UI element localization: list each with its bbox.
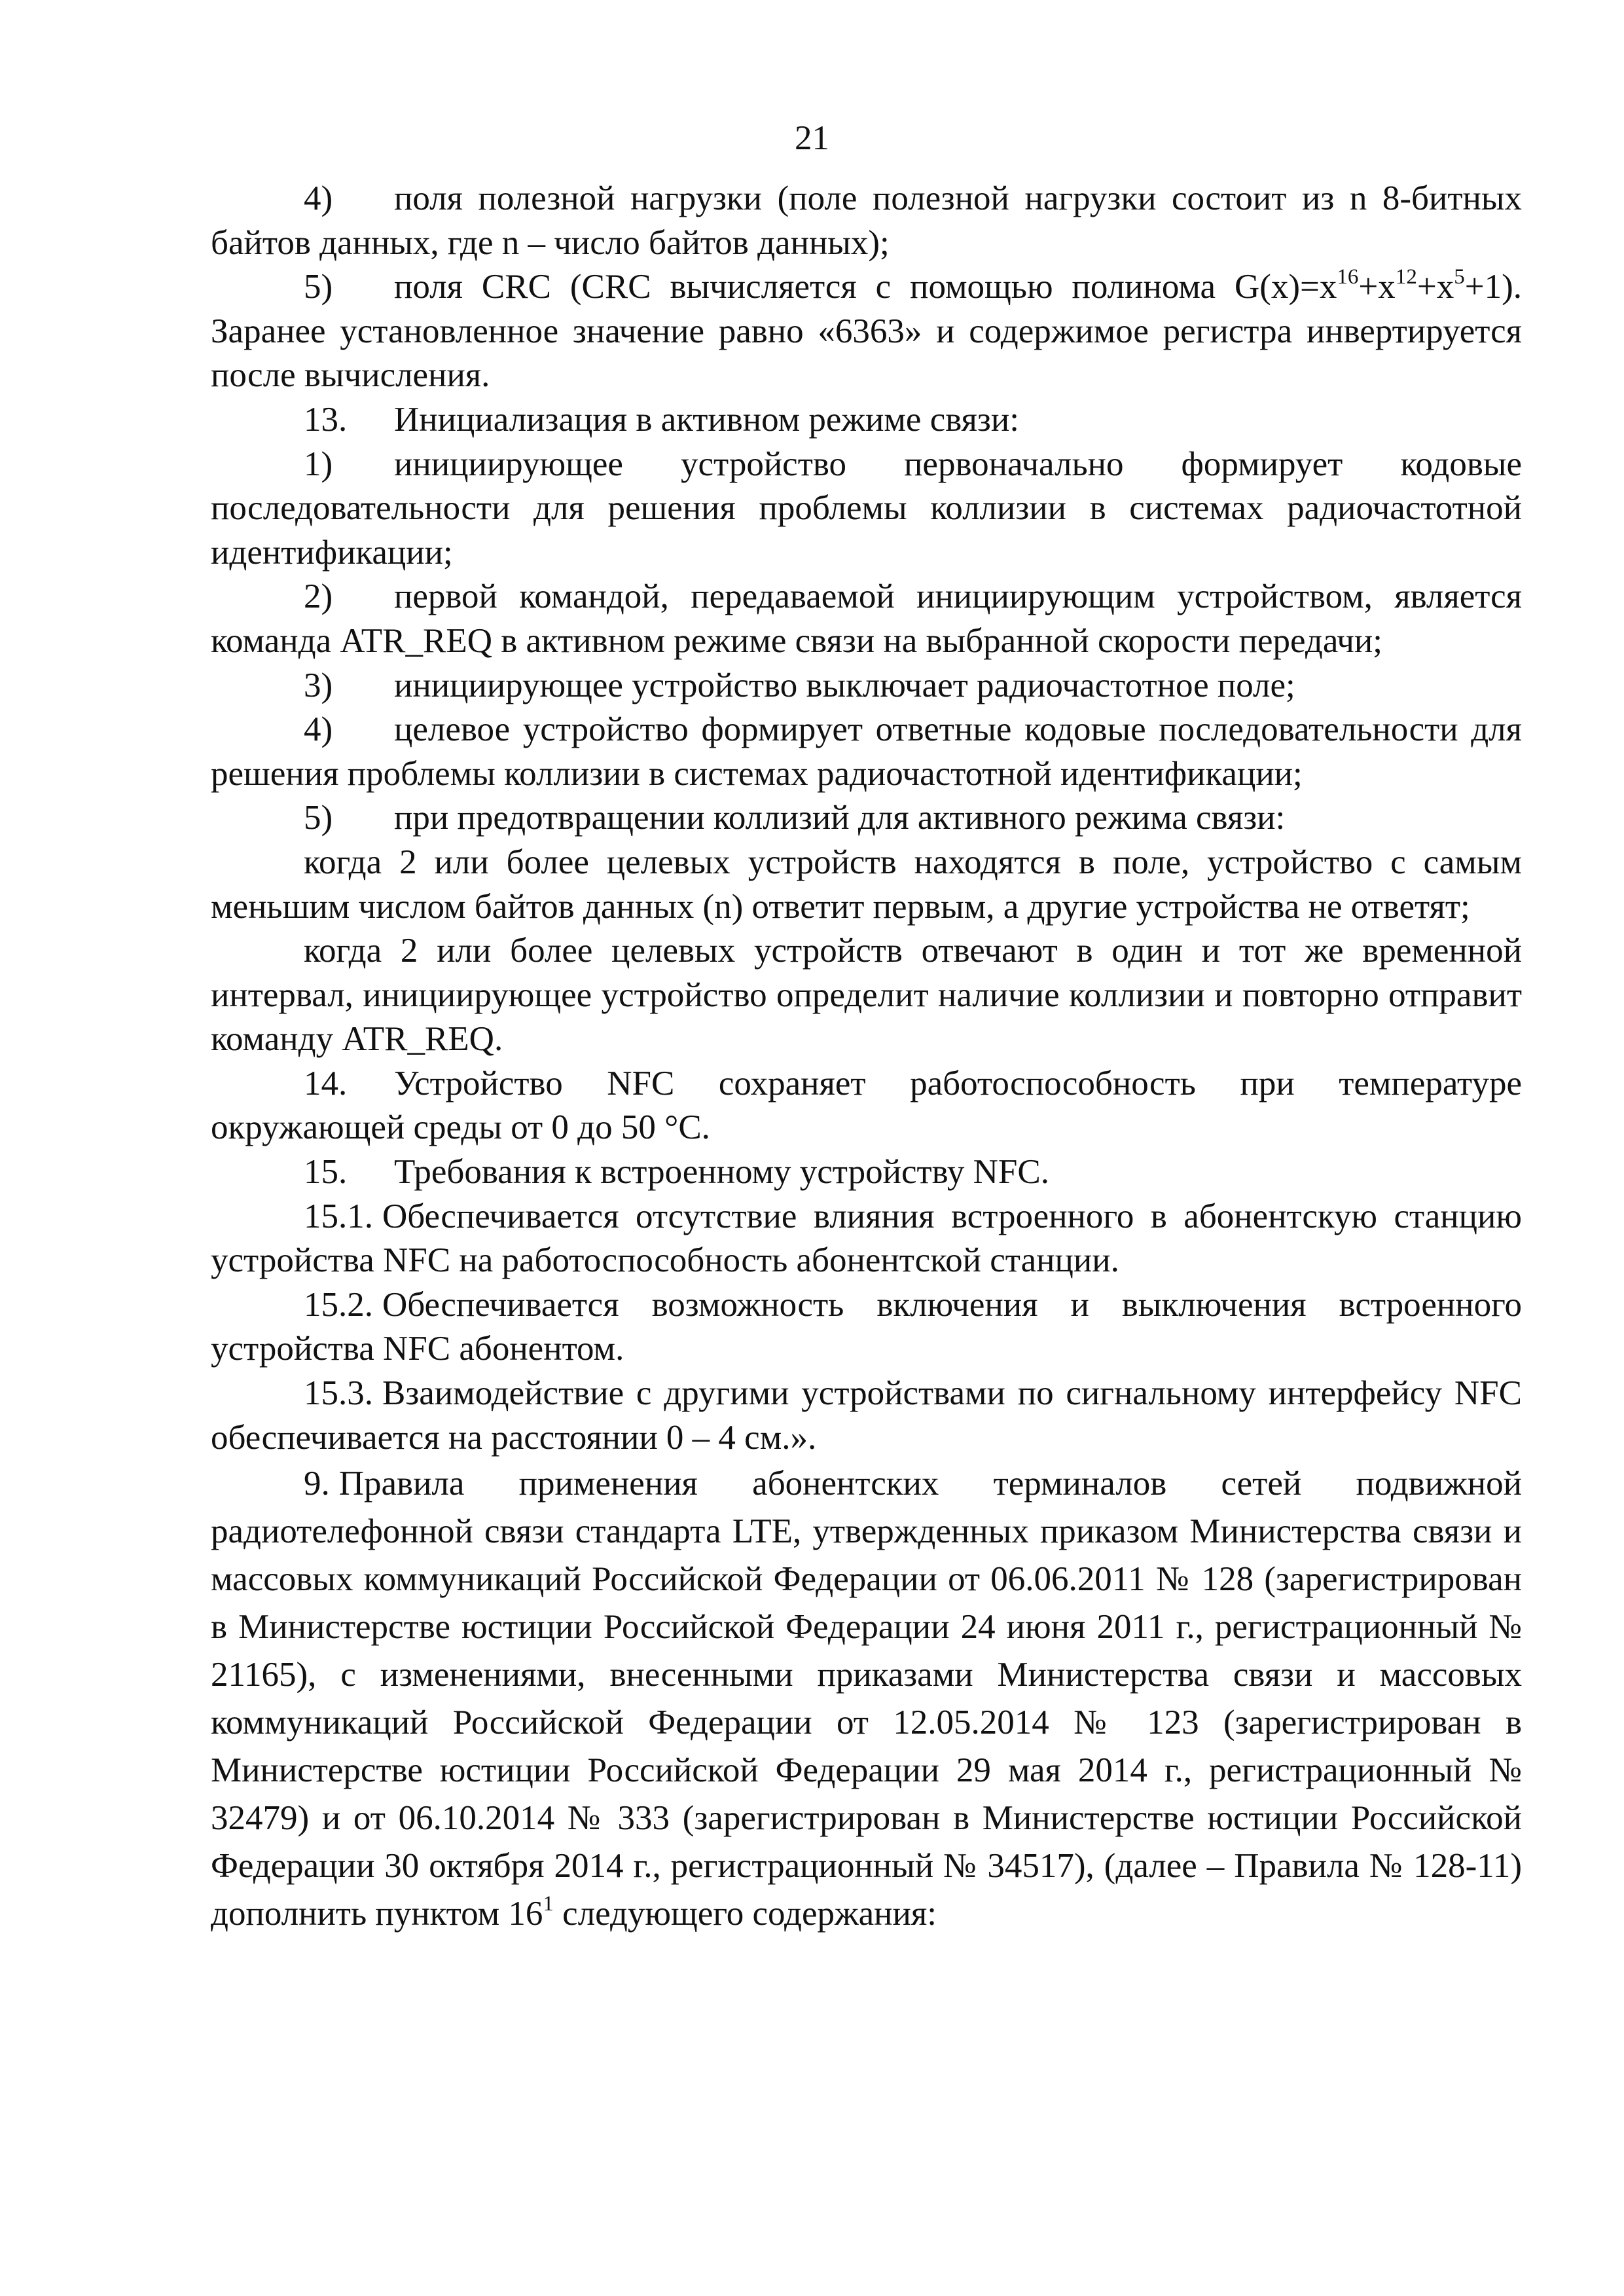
paragraph-text: Взаимодействие с другими устройствами по сигнальному интерфейсу NFC обеспечивается на расстоянии 0 – 4 см.». xyxy=(211,1374,1522,1457)
item-number: 15.2. xyxy=(304,1285,373,1324)
paragraph-item-2 xyxy=(211,575,1522,663)
paragraph-14 xyxy=(211,1062,1522,1150)
item-number: 9. xyxy=(304,1465,330,1503)
item-number: 5) xyxy=(304,799,333,837)
paragraph-text: Обеспечивается отсутствие влияния встроенного в абонентскую станцию устройства NFC на работоспособность абонентской станции. xyxy=(211,1197,1522,1280)
paragraph-9 xyxy=(211,1460,1522,1938)
paragraph-text: поля CRC (CRC вычисляется с помощью полинома $G(x)=x^{16}+x^{12}+x^5+1$). Заранее установленное значение равно «6363» и содержимое регистра инвертируется после вычисления. xyxy=(211,264,1522,395)
paragraph-item-3 xyxy=(211,664,1522,708)
paragraph-item-5-crc xyxy=(211,265,1522,398)
item-number: 4) xyxy=(304,179,333,217)
item-number: 5) xyxy=(304,268,333,306)
paragraph-text: Правила применения абонентских терминалов сетей подвижной радиотелефонной связи стандарта LTE, утвержденных приказом Министерства связи и массовых коммуникаций Российской Федерации от 06.06.2011 № 128 (зарегистрирован в Министерстве юстиции Российской Федерации 24 июня 2011 г., регистрационный № 21165), с изменениями, внесенными приказами Министерства связи и массовых коммуникаций Российской Федерации от 12.05.2014 № 123 (зарегистрирован в Министерстве юстиции Российской Федерации 29 мая 2014 г., регистрационный № 32479) и от 06.10.2014 № 333 (зарегистрирован в Министерстве юстиции Российской Федерации 30 октября 2014 г., регистрационный № 34517), (далее – Правила № 128-11) дополнить пунктом $16^1$ следующего содержания: xyxy=(211,1465,1522,1933)
paragraph-item-4-target xyxy=(211,708,1522,796)
item-number: 15. xyxy=(304,1153,348,1192)
paragraph-item-4 xyxy=(211,177,1522,265)
page-number: 21 xyxy=(795,119,829,157)
paragraph-15 xyxy=(211,1150,1522,1195)
paragraph-item-1 xyxy=(211,443,1522,575)
paragraph-text: первой командой, передаваемой инициирующим устройством, является команда ATR_REQ в активном режиме связи на выбранной скорости передачи; xyxy=(211,577,1522,660)
item-number: 14. xyxy=(304,1064,348,1102)
paragraph-collision-case-1 xyxy=(211,841,1522,929)
paragraph-text: инициирующее устройство первоначально формирует кодовые последовательности для решения проблемы коллизии в системах радиочастотной идентификации; xyxy=(211,445,1522,572)
paragraph-item-5-collision xyxy=(211,796,1522,841)
document-body xyxy=(211,177,1522,1938)
item-number: 2) xyxy=(304,577,333,616)
item-number: 13. xyxy=(304,400,348,439)
paragraph-text: когда 2 или более целевых устройств отвечают в один и тот же временной интервал, инициирующее устройство определит наличие коллизии и повторно отправит команду ATR_REQ. xyxy=(211,932,1522,1059)
item-number: 4) xyxy=(304,710,333,749)
paragraph-13 xyxy=(211,398,1522,443)
item-number: 15.3. xyxy=(304,1374,373,1413)
paragraph-text: инициирующее устройство выключает радиочастотное поле; xyxy=(394,666,1295,704)
paragraph-15-3 xyxy=(211,1372,1522,1460)
paragraph-text: целевое устройство формирует ответные кодовые последовательности для решения проблемы коллизии в системах радиочастотной идентификации; xyxy=(211,710,1522,793)
paragraph-text: Устройство NFC сохраняет работоспособность при температуре окружающей среды от 0 до 50 °C. xyxy=(211,1064,1522,1147)
paragraph-text: Требования к встроенному устройству NFC. xyxy=(394,1153,1049,1192)
paragraph-text: Обеспечивается возможность включения и выключения встроенного устройства NFC абонентом. xyxy=(211,1285,1522,1368)
paragraph-text: Инициализация в активном режиме связи: xyxy=(394,400,1019,439)
item-number: 3) xyxy=(304,666,333,704)
paragraph-text: при предотвращении коллизий для активного режима связи: xyxy=(394,799,1286,837)
paragraph-collision-case-2 xyxy=(211,929,1522,1062)
item-number: 1) xyxy=(304,445,333,483)
paragraph-text: поля полезной нагрузки (поле полезной нагрузки состоит из n 8-битных байтов данных, где n – число байтов данных); xyxy=(211,179,1522,262)
item-number: 15.1. xyxy=(304,1197,373,1235)
paragraph-text: когда 2 или более целевых устройств находятся в поле, устройство с самым меньшим числом байтов данных (n) ответит первым, а другие устройства не ответят; xyxy=(211,843,1522,926)
paragraph-15-1 xyxy=(211,1195,1522,1283)
paragraph-15-2 xyxy=(211,1283,1522,1372)
